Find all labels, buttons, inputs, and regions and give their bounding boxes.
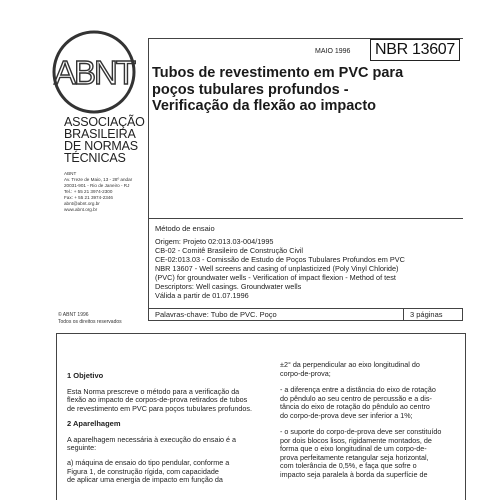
title-line: Verificação da flexão ao impacto	[152, 98, 377, 114]
text-line: seguinte:	[67, 443, 97, 453]
text-line: de revestimento em PVC para poços tubulares profundos.	[67, 404, 252, 414]
address-line: Av. Treze de Maio, 13 - 28º andar	[64, 177, 133, 182]
section-paragraph	[67, 388, 272, 414]
address-line: 20031-901 - Rio de Janeiro - RJ	[64, 183, 130, 188]
abnt-logo	[52, 30, 136, 114]
metadata-line: (PVC) for groundwater wells - Verification of impact flexion - Method of test	[155, 273, 396, 282]
logo-text: ABNT	[53, 54, 135, 91]
metadata-line: CE-02:013.03 - Comissão de Estudo de Poços Tubulares Profundos em PVC	[155, 255, 405, 264]
list-paragraph	[280, 428, 462, 479]
address-block	[64, 171, 154, 213]
header-vertical-rule	[148, 38, 149, 321]
address-line: ABNT	[64, 171, 77, 176]
keywords-separator	[403, 308, 404, 321]
metadata-line: CB-02 - Comitê Brasileiro de Construção Civil	[155, 246, 304, 255]
org-line: BRASILEIRA	[64, 127, 136, 141]
section-heading-aparelhagem: 2 Aparelhagem	[67, 418, 121, 428]
text-line: a) máquina de ensaio do tipo pendular, conforme a	[67, 457, 230, 467]
text-line: flexão ao impacto de corpos-de-prova retirados de tubos	[67, 395, 248, 405]
text-line: Esta Norma prescreve o método para a verificação da	[67, 386, 240, 396]
metadata-line: NBR 13607 - Well screens and casing of unplasticized (Poly Vinyl Chloride)	[155, 264, 399, 273]
text-line: forma que o eixo longitudinal de um corpo-de-	[280, 444, 427, 453]
text-line: A aparelhagem necessária à execução do ensaio é a	[67, 434, 237, 444]
page-count: 3 páginas	[410, 310, 443, 319]
list-item-a	[67, 459, 272, 485]
text-line: - a diferença entre a distância do eixo de rotação	[280, 385, 436, 394]
keywords: Palavras-chave: Tubo de PVC. Poço	[155, 310, 277, 319]
method-label: Método de ensaio	[155, 224, 215, 233]
text-line: Figura 1, de construção rígida, com capacidade	[67, 466, 219, 476]
document-title	[152, 65, 452, 115]
body-right-column	[280, 361, 462, 487]
text-line: ±2° da perpendicular ao eixo longitudinal do	[280, 360, 420, 369]
text-line: do pêndulo ao seu centro de percussão e a dis-	[280, 393, 432, 403]
text-line: do corpo-de-prova deve ser inferior a 1%;	[280, 410, 413, 420]
text-line: impacto seja paralela à borda da superfície de	[280, 469, 428, 479]
metadata-block	[155, 237, 465, 300]
text-line: - o suporte do corpo-de-prova deve ser constituído	[280, 427, 442, 436]
title-line: Tubos de revestimento em PVC para	[152, 65, 404, 81]
text-line: tância do eixo de rotação do pêndulo ao centro	[280, 402, 430, 411]
text-line: de aplicar uma energia de impacto em função da	[67, 475, 223, 485]
copyright-line: © ABNT 1996	[58, 312, 89, 318]
metadata-line: Origem: Projeto 02:013.03-004/1995	[155, 237, 274, 246]
org-line: ASSOCIAÇÃO	[64, 115, 145, 129]
body-left-column	[67, 372, 272, 491]
address-line: Tel.: + 55 21 3974-2300	[64, 189, 113, 194]
publication-date: MAIO 1996	[315, 48, 351, 55]
text-line: com tolerância de 0,5%, e faça que sofre o	[280, 461, 417, 470]
org-line: DE NORMAS	[64, 139, 138, 153]
list-paragraph	[280, 386, 462, 420]
metadata-line: Descriptors: Well casings. Groundwater wells	[155, 282, 302, 291]
copyright-notice	[58, 312, 152, 325]
standard-code: NBR 13607	[370, 39, 460, 61]
list-paragraph	[280, 361, 462, 378]
org-line: TÉCNICAS	[64, 151, 126, 165]
address-line: www.abnt.org.br	[64, 207, 98, 212]
copyright-line: Todos os direitos reservados	[58, 318, 122, 325]
title-line: poços tubulares profundos -	[152, 81, 349, 98]
text-line: por dois blocos lisos, rigidamente montados, de	[280, 435, 432, 445]
metadata-line: Válida a partir de 01.07.1996	[155, 291, 249, 300]
section-paragraph	[67, 436, 272, 453]
address-line: abnt@abnt.org.br	[64, 201, 100, 206]
text-line: prova perfeitamente retangular seja horizontal,	[280, 452, 429, 462]
address-line: Fax: + 55 21 3974-2346	[64, 195, 113, 200]
organization-name	[64, 116, 154, 164]
text-line: corpo-de-prova;	[280, 368, 331, 378]
section-heading-objetivo: 1 Objetivo	[67, 371, 104, 380]
method-divider	[148, 218, 463, 219]
